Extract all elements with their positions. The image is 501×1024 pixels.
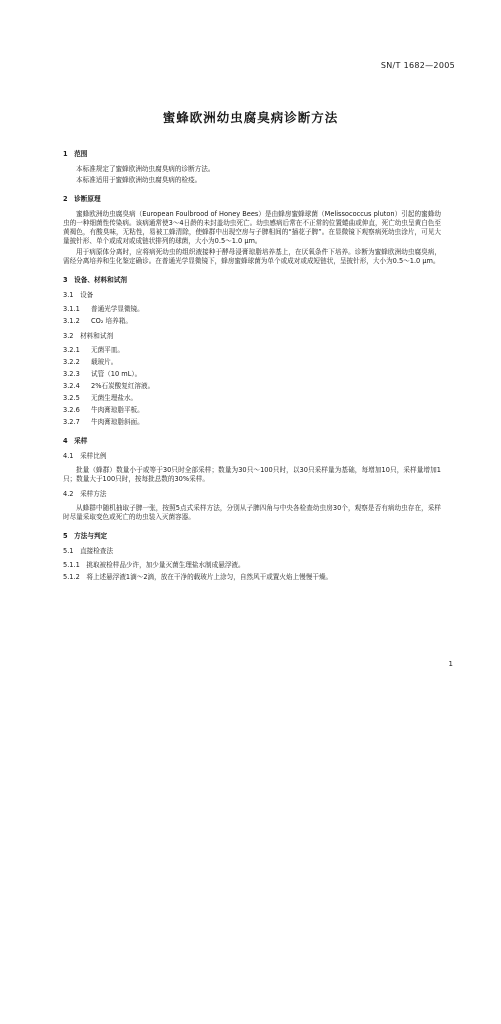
item-number: 3.2.5 — [63, 394, 80, 402]
list-item — [63, 346, 441, 355]
page-number: 1 — [448, 660, 453, 668]
item-number: 3.1.2 — [63, 317, 80, 325]
item-number: 3.1.1 — [63, 305, 80, 313]
document-title: 蜜蜂欧洲幼虫腐臭病诊断方法 — [162, 110, 339, 125]
clause-5-1-2: 5.1.2 将上述悬浮液1滴～2滴，放在干净的载玻片上涂匀，自然风干或置火焰上慢慢干燥。 — [63, 573, 333, 581]
section-1-heading: 1 范围 — [63, 150, 88, 158]
clause-5-1-1: 5.1.1 挑取被检样品少许，加少量灭菌生理盐水制成悬浮液。 — [63, 561, 245, 569]
item-text: 牛肉膏琼脂斜面。 — [91, 418, 144, 426]
list-item — [63, 370, 441, 379]
item-number: 3.2.6 — [63, 406, 80, 414]
section-4-2-paragraph: 从蜂群中随机抽取子脾一张，按照5点式采样方法，分别从子脾四角与中央各检查幼虫房30个，观察是否有病幼虫存在，采样时尽量采取变色或死亡的幼虫装入灭菌容器。 — [63, 504, 441, 521]
list-item — [63, 382, 441, 391]
item-text: 试管（10 mL）。 — [91, 370, 142, 378]
list-item — [63, 418, 441, 427]
document-body — [63, 150, 441, 585]
item-text: 普通光学显微镜。 — [91, 305, 144, 313]
section-2-paragraph: 用于病原体分离时，应将病死幼虫的组织液接种于酵母浸膏琼脂培养基上，在厌氧条件下培养。诊断为蜜蜂欧洲幼虫腐臭病，需经分离培养和生化鉴定确诊。在普通光学显微镜下，蜂房蜜蜂球菌为单个或成对或成短链状，呈披针形，大小为0.5～1.0 μm。 — [63, 248, 441, 265]
section-4-1-paragraph: 批量（蜂群）数量小于或等于30只时全部采样；数量为30只～100只时，以30只采样量为基础，每增加10只，采样量增加1只；数量大于100只时，按每批总数的30%采样。 — [63, 466, 441, 483]
item-text: CO₂ 培养箱。 — [91, 317, 132, 325]
section-4-heading: 4 采样 — [63, 437, 88, 445]
list-item — [63, 406, 441, 415]
item-text: 载玻片。 — [91, 358, 118, 366]
list-item — [63, 394, 441, 403]
item-number: 3.2.2 — [63, 358, 80, 366]
section-1-paragraph: 本标准适用于蜜蜂欧洲幼虫腐臭病的检疫。 — [76, 176, 202, 184]
subsection-3-1-heading: 3.1 设备 — [63, 291, 94, 299]
list-item — [63, 317, 441, 326]
list-item — [63, 358, 441, 367]
item-text: 牛肉膏琼脂平板。 — [91, 406, 144, 414]
section-3-heading: 3 设备、材料和试剂 — [63, 276, 127, 284]
subsection-4-2-heading: 4.2 采样方法 — [63, 490, 107, 498]
standard-number: SN/T 1682—2005 — [380, 61, 455, 70]
subsection-3-2-heading: 3.2 材料和试剂 — [63, 332, 114, 340]
item-number: 3.2.3 — [63, 370, 80, 378]
item-number: 3.2.1 — [63, 346, 80, 354]
item-text: 无菌平皿。 — [91, 346, 124, 354]
subsection-4-1-heading: 4.1 采样比例 — [63, 452, 107, 460]
item-text: 无菌生理盐水。 — [91, 394, 138, 402]
section-5-heading: 5 方法与判定 — [63, 532, 108, 540]
list-item — [63, 305, 441, 314]
section-2-heading: 2 诊断原理 — [63, 195, 101, 203]
item-number: 3.2.7 — [63, 418, 80, 426]
item-text: 2%石炭酸复红溶液。 — [91, 382, 155, 390]
subsection-5-1-heading: 5.1 直接检查法 — [63, 547, 114, 555]
section-1-paragraph: 本标准规定了蜜蜂欧洲幼虫腐臭病的诊断方法。 — [76, 165, 215, 173]
item-number: 3.2.4 — [63, 382, 80, 390]
section-2-paragraph: 蜜蜂欧洲幼虫腐臭病（European Foulbrood of Honey Bees）是由蜂房蜜蜂球菌（Melissococcus pluton）引起的蜜蜂幼虫的一种细菌性传染病。该病通常使3～4日龄的未封盖幼虫死亡。幼虫感病后常在不正常的位置蜷曲或伸直，死亡幼虫呈黄白色至黄褐色，有酸臭味，无粘性，易被工蜂清除，使蜂群中出现空房与子脾相间的“插花子脾”。在显微镜下观察病死幼虫涂片，可见大量披针形、单个或成对或成链状排列的球菌，大小为0.5～1.0 μm。 — [63, 210, 441, 245]
